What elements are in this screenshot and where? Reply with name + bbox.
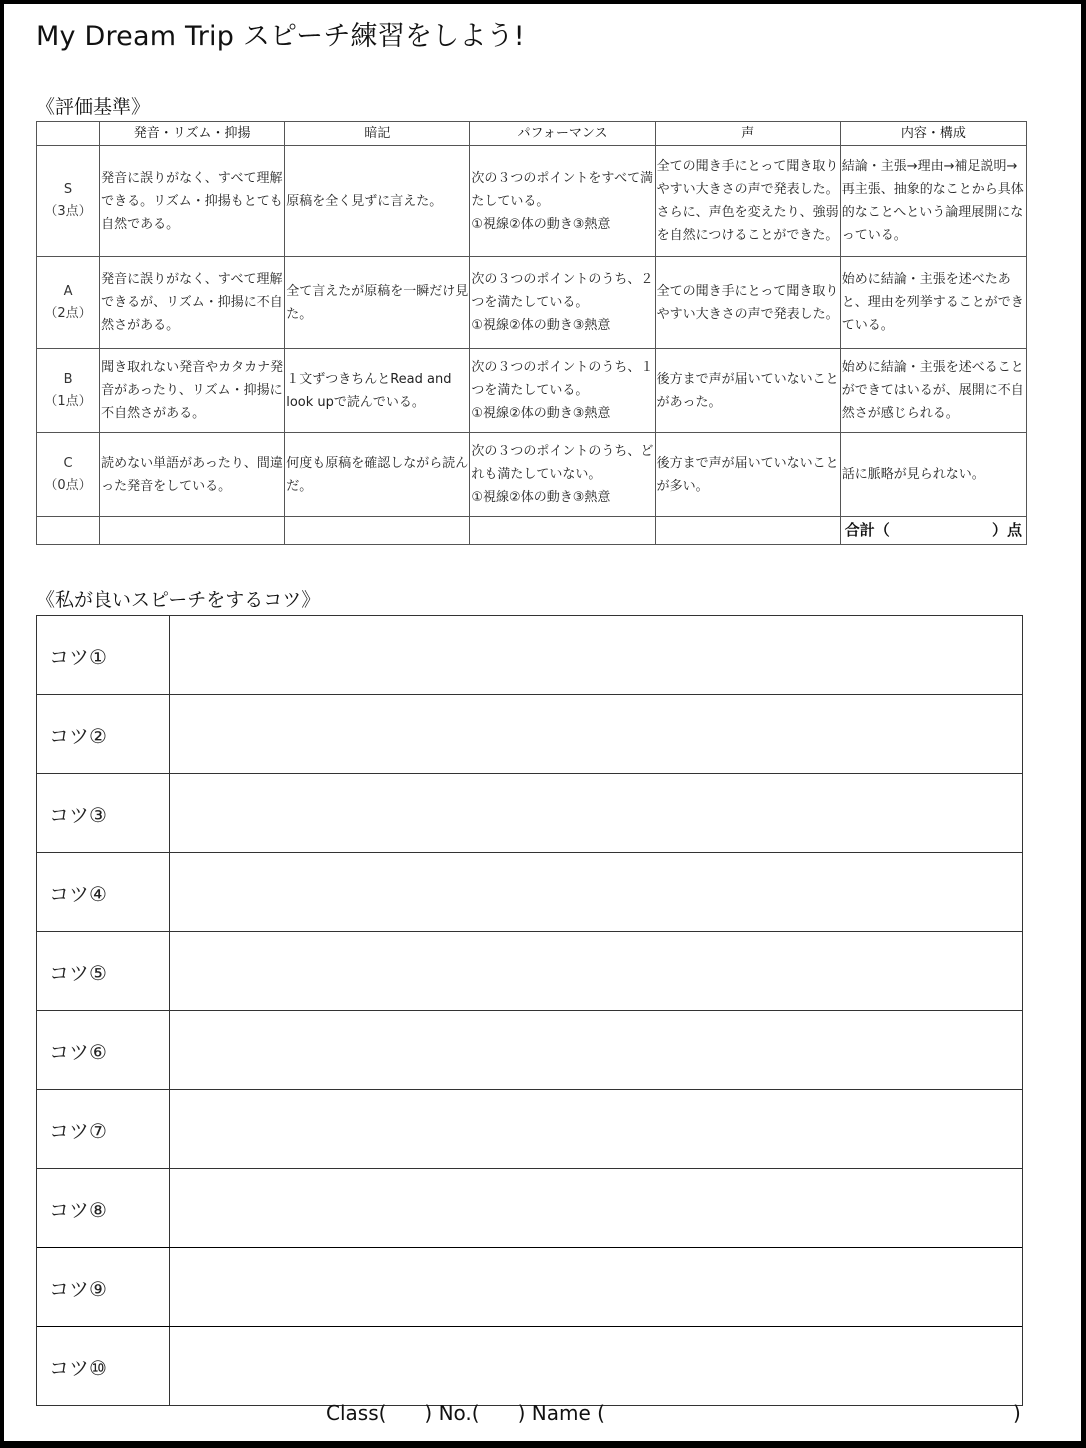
tip-row <box>37 1169 1022 1248</box>
criteria-cell: 結論・主張→理由→補足説明→再主張、抽象的なことから具体的なことへという論理展開になっている。 <box>840 146 1026 257</box>
grade-letter: S <box>63 182 73 197</box>
tip-row <box>37 616 1022 695</box>
rubric-total-row <box>37 517 1027 545</box>
criteria-cell: 次の３つのポイントをすべて満たしている。 ①視線②体の動き③熱意 <box>470 146 655 257</box>
tip-label: コツ⑤ <box>37 932 170 1010</box>
tip-label: コツ⑥ <box>37 1011 170 1089</box>
class-label: Class( <box>326 1401 387 1425</box>
tip-answer-field[interactable] <box>170 616 1022 694</box>
criteria-cell: 何度も原稿を確認しながら読んだ。 <box>285 433 470 517</box>
tips-table <box>36 615 1023 1406</box>
empty-score-cell[interactable] <box>100 517 285 545</box>
grade-cell <box>37 146 100 257</box>
grade-letter: A <box>63 283 73 299</box>
empty-score-cell[interactable] <box>470 517 655 545</box>
tip-label: コツ⑩ <box>37 1327 170 1405</box>
grade-points: （3点） <box>44 204 92 219</box>
rubric-column-header: パフォーマンス <box>470 122 655 146</box>
criteria-cell: 次の３つのポイントのうち、１つを満たしている。 ①視線②体の動き③熱意 <box>470 349 655 433</box>
rubric-heading: 《評価基準》 <box>36 96 151 118</box>
tip-row <box>37 853 1022 932</box>
tip-answer-field[interactable] <box>170 1327 1022 1405</box>
grade-letter: B <box>63 371 73 387</box>
empty-score-cell[interactable] <box>285 517 470 545</box>
criteria-cell: 読めない単語があったり、間違った発音をしている。 <box>100 433 285 517</box>
name-label: ) Name ( <box>517 1401 605 1425</box>
rubric-table <box>36 121 1027 545</box>
rubric-column-header: 声 <box>655 122 840 146</box>
tip-answer-field[interactable] <box>170 1011 1022 1089</box>
grade-cell <box>37 257 100 349</box>
tip-row <box>37 1090 1022 1169</box>
rubric-corner-cell <box>37 122 100 146</box>
tip-answer-field[interactable] <box>170 932 1022 1010</box>
tip-row <box>37 774 1022 853</box>
tip-label: コツ⑧ <box>37 1169 170 1247</box>
criteria-cell: 話に脈略が見られない。 <box>840 433 1026 517</box>
criteria-cell: 発音に誤りがなく、すべて理解できる。リズム・抑揚もとても自然である。 <box>100 146 285 257</box>
grade-cell <box>37 349 100 433</box>
criteria-cell: 次の３つのポイントのうち、どれも満たしていない。 ①視線②体の動き③熱意 <box>470 433 655 517</box>
rubric-header-row <box>37 122 1027 146</box>
rubric-row-c <box>37 433 1027 517</box>
grade-letter: C <box>63 455 73 471</box>
worksheet-page <box>4 4 1081 1441</box>
total-suffix: ）点 <box>991 521 1022 539</box>
tip-label: コツ④ <box>37 853 170 931</box>
tip-row <box>37 1011 1022 1090</box>
grade-points: （1点） <box>44 393 92 409</box>
criteria-cell: 始めに結論・主張を述べたあと、理由を列挙することができている。 <box>840 257 1026 349</box>
criteria-cell: 発音に誤りがなく、すべて理解できるが、リズム・抑揚に不自然さがある。 <box>100 257 285 349</box>
criteria-cell: 後方まで声が届いていないことが多い。 <box>655 433 840 517</box>
rubric-column-header: 発音・リズム・抑揚 <box>100 122 285 146</box>
criteria-cell: 聞き取れない発音やカタカナ発音があったり、リズム・抑揚に不自然さがある。 <box>100 349 285 433</box>
tip-label: コツ⑦ <box>37 1090 170 1168</box>
number-label: ) No.( <box>424 1401 480 1425</box>
tip-answer-field[interactable] <box>170 774 1022 852</box>
page-title: My Dream Trip スピーチ練習をしよう! <box>36 21 525 52</box>
grade-cell <box>37 433 100 517</box>
tip-label: コツ③ <box>37 774 170 852</box>
rubric-row-b <box>37 349 1027 433</box>
criteria-cell: 全ての聞き手にとって聞き取りやすい大きさの声で発表した。さらに、声色を変えたり、強弱を自然につけることができた。 <box>655 146 840 257</box>
criteria-cell: 全て言えたが原稿を一瞬だけ見た。 <box>285 257 470 349</box>
rubric-row-a <box>37 257 1027 349</box>
tip-answer-field[interactable] <box>170 1248 1022 1326</box>
tip-answer-field[interactable] <box>170 1169 1022 1247</box>
criteria-cell: 原稿を全く見ずに言えた。 <box>285 146 470 257</box>
tip-answer-field[interactable] <box>170 1090 1022 1168</box>
criteria-cell: １文ずつきちんとRead and look upで読んでいる。 <box>285 349 470 433</box>
rubric-row-s <box>37 146 1027 257</box>
student-info-line <box>326 1401 605 1425</box>
empty-score-cell[interactable] <box>37 517 100 545</box>
rubric-column-header: 暗記 <box>285 122 470 146</box>
criteria-cell: 後方まで声が届いていないことがあった。 <box>655 349 840 433</box>
tip-row <box>37 695 1022 774</box>
tip-row <box>37 1327 1022 1406</box>
rubric-column-header: 内容・構成 <box>840 122 1026 146</box>
criteria-cell: 次の３つのポイントのうち、２つを満たしている。 ①視線②体の動き③熱意 <box>470 257 655 349</box>
tip-row <box>37 932 1022 1011</box>
total-score-cell[interactable] <box>840 517 1026 545</box>
criteria-cell: 全ての聞き手にとって聞き取りやすい大きさの声で発表した。 <box>655 257 840 349</box>
tip-label: コツ② <box>37 695 170 773</box>
tip-row <box>37 1248 1022 1327</box>
name-close-paren: ) <box>1013 1401 1021 1425</box>
total-label: 合計（ <box>844 521 890 539</box>
tip-answer-field[interactable] <box>170 853 1022 931</box>
grade-points: （2点） <box>44 305 92 321</box>
tip-label: コツ① <box>37 616 170 694</box>
tips-heading: 《私が良いスピーチをするコツ》 <box>36 589 321 611</box>
criteria-cell: 始めに結論・主張を述べることができてはいるが、展開に不自然さが感じられる。 <box>840 349 1026 433</box>
empty-score-cell[interactable] <box>655 517 840 545</box>
grade-points: （0点） <box>44 477 92 493</box>
tip-answer-field[interactable] <box>170 695 1022 773</box>
tip-label: コツ⑨ <box>37 1248 170 1326</box>
